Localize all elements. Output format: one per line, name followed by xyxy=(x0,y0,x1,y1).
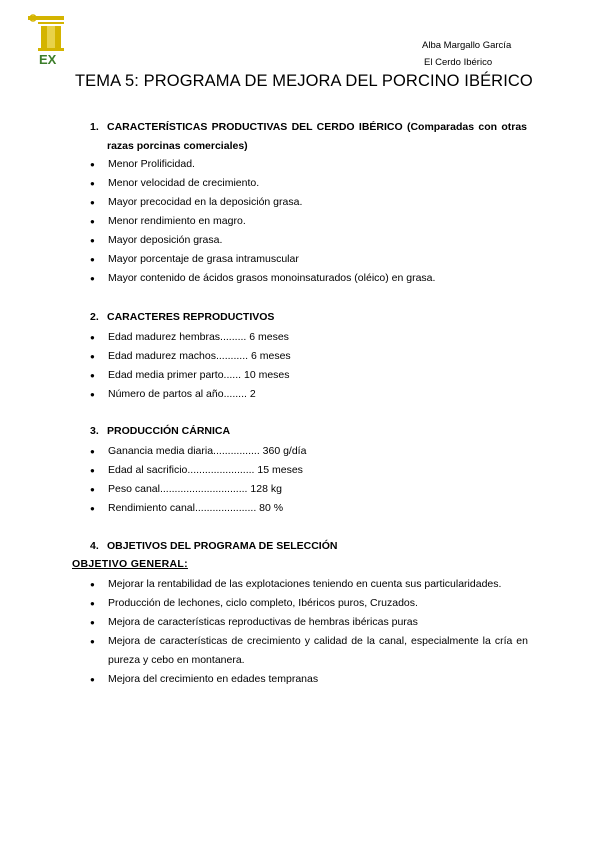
list-item: ● Mejora del crecimiento en edades tempranas xyxy=(90,670,528,689)
section-number: 1. xyxy=(90,121,99,133)
list-item: ● Mayor deposición grasa. xyxy=(90,231,435,250)
logo-text: EX xyxy=(39,52,57,66)
bullet-icon: ● xyxy=(90,485,95,494)
bullet-icon: ● xyxy=(90,352,95,361)
bullet-icon: ● xyxy=(90,618,95,627)
list-item: ● Mejora de características de crecimiento y calidad de la canal, especialmente la cría en pureza y cebo en montanera. xyxy=(90,632,528,670)
list-item: ● Mejora de características reproductivas de hembras ibéricas puras xyxy=(90,613,528,632)
section-1-list xyxy=(90,155,435,288)
bullet-icon: ● xyxy=(90,447,95,456)
list-item: ● Mayor precocidad en la deposición grasa. xyxy=(90,193,435,212)
list-item: ● Edad media primer parto...... 10 meses xyxy=(90,366,291,385)
section-heading-2 xyxy=(90,308,274,327)
bullet-icon: ● xyxy=(90,466,95,475)
section-title: CARACTERES REPRODUCTIVOS xyxy=(107,311,275,323)
page-header xyxy=(422,37,511,71)
bullet-icon: ● xyxy=(90,675,95,684)
author-name: Alba Margallo García xyxy=(422,40,512,51)
bullet-icon: ● xyxy=(90,599,95,608)
section-2-list xyxy=(90,328,291,404)
bullet-icon: ● xyxy=(90,255,95,264)
document-subject: El Cerdo Ibérico xyxy=(424,57,493,68)
section-title: PRODUCCIÓN CÁRNICA xyxy=(107,425,231,437)
page-title: TEMA 5: PROGRAMA DE MEJORA DEL PORCINO IBÉRICO xyxy=(75,72,533,90)
list-item: ● Mejorar la rentabilidad de las explotaciones teniendo en cuenta sus particularidades. xyxy=(90,575,528,594)
list-item: ● Peso canal.............................. 128 kg xyxy=(90,480,306,499)
bullet-icon: ● xyxy=(90,390,95,399)
list-item: ● Producción de lechones, ciclo completo, Ibéricos puros, Cruzados. xyxy=(90,594,528,613)
list-item: ● Número de partos al año........ 2 xyxy=(90,385,291,404)
section-title: OBJETIVOS DEL PROGRAMA DE SELECCIÓN xyxy=(107,540,338,552)
list-item: ● Edad madurez machos........... 6 meses xyxy=(90,347,291,366)
university-logo xyxy=(28,14,68,66)
section-number: 4. xyxy=(90,540,99,552)
bullet-icon: ● xyxy=(90,580,95,589)
section-heading-3 xyxy=(90,422,230,441)
bullet-icon: ● xyxy=(90,160,95,169)
section-heading-1 xyxy=(90,118,527,156)
section-3-list xyxy=(90,442,306,518)
list-item: ● Menor rendimiento en magro. xyxy=(90,212,435,231)
list-item: ● Ganancia media diaria................ 360 g/día xyxy=(90,442,306,461)
bullet-icon: ● xyxy=(90,371,95,380)
list-item: ● Mayor contenido de ácidos grasos monoinsaturados (oléico) en grasa. xyxy=(90,269,435,288)
bullet-icon: ● xyxy=(90,198,95,207)
list-item: ● Menor velocidad de crecimiento. xyxy=(90,174,435,193)
section-4-list xyxy=(90,575,528,689)
objective-subheading: OBJETIVO GENERAL: xyxy=(72,558,188,570)
section-number: 3. xyxy=(90,425,99,437)
bullet-icon: ● xyxy=(90,637,95,646)
section-title: CARACTERÍSTICAS PRODUCTIVAS DEL CERDO IBÉRICO (Comparadas con otras razas porcinas comerciales) xyxy=(107,121,527,152)
list-item: ● Edad madurez hembras......... 6 meses xyxy=(90,328,291,347)
bullet-icon: ● xyxy=(90,504,95,513)
list-item: ● Mayor porcentaje de grasa intramuscular xyxy=(90,250,435,269)
section-heading-4 xyxy=(90,537,337,556)
bullet-icon: ● xyxy=(90,179,95,188)
bullet-icon: ● xyxy=(90,274,95,283)
bullet-icon: ● xyxy=(90,333,95,342)
list-item: ● Rendimiento canal..................... 80 % xyxy=(90,499,306,518)
section-number: 2. xyxy=(90,311,99,323)
bullet-icon: ● xyxy=(90,217,95,226)
list-item: ● Edad al sacrificio....................... 15 meses xyxy=(90,461,306,480)
list-item: ● Menor Prolificidad. xyxy=(90,155,435,174)
bullet-icon: ● xyxy=(90,236,95,245)
